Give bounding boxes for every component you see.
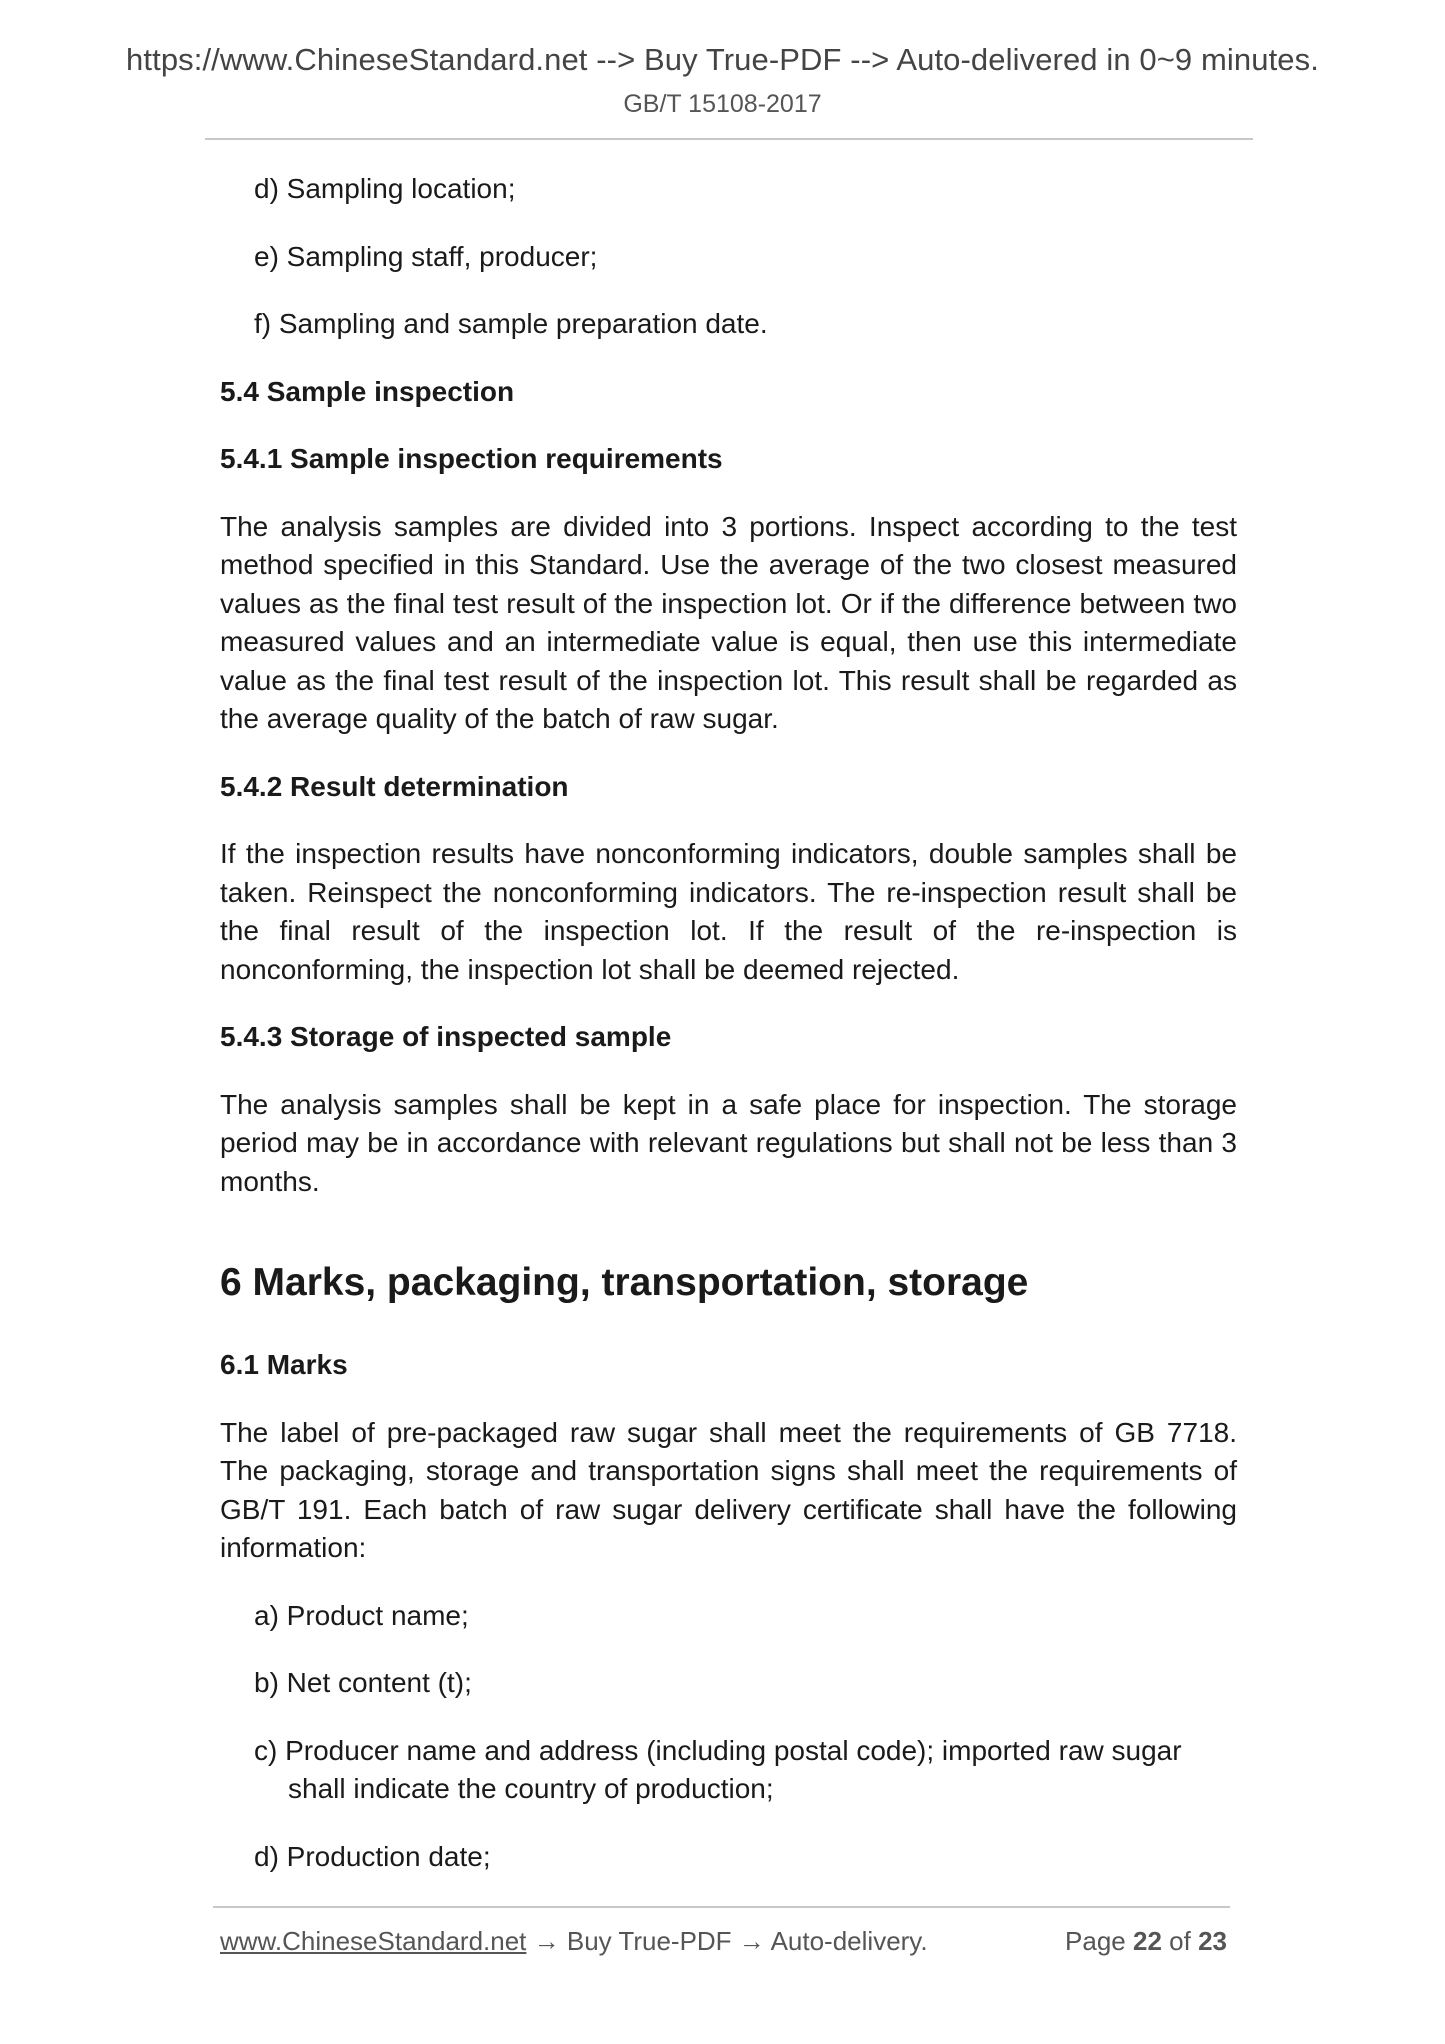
- chapter-heading-6: 6 Marks, packaging, transportation, storage: [220, 1261, 1029, 1304]
- paragraph-6-1: The label of pre-packaged raw sugar shall meet the requirements of GB 7718. The packaging, storage and transportation signs shall meet the requirements of GB/T 191. Each batch of raw sugar delivery certificate shall have the following information:: [220, 1416, 1237, 1563]
- page-label: Page: [1065, 1926, 1126, 1956]
- header-divider: [205, 138, 1253, 140]
- site-banner: https://www.ChineseStandard.net --> Buy True-PDF --> Auto-delivered in 0~9 minutes.: [126, 42, 1319, 77]
- standard-code: GB/T 15108-2017: [623, 90, 822, 118]
- paragraph-5-4-1: The analysis samples are divided into 3 portions. Inspect according to the test method specified in this Standard. Use the average of the two closest measured values as the final test result of the inspection lot. Or if the difference between two measured values and an intermediate value is equal, then use this intermediate value as the final test result of the inspection lot. This result shall be regarded as the average quality of the batch of raw sugar.: [220, 510, 1237, 734]
- list-item: b) Net content (t);: [254, 1667, 472, 1698]
- footer-divider: [213, 1906, 1230, 1908]
- footer-tagline: → Buy True-PDF → Auto-delivery.: [526, 1926, 928, 1956]
- section-heading-5-4-3: 5.4.3 Storage of inspected sample: [220, 1021, 672, 1052]
- total-pages: 23: [1198, 1926, 1227, 1956]
- list-item: a) Product name;: [254, 1599, 469, 1631]
- section-heading-5-4-1: 5.4.1 Sample inspection requirements: [220, 443, 723, 474]
- section-heading-6-1: 6.1 Marks: [220, 1349, 348, 1380]
- list-item: f) Sampling and sample preparation date.: [254, 308, 768, 339]
- section-heading-5-4-2: 5.4.2 Result determination: [220, 770, 569, 802]
- site-link[interactable]: www.ChineseStandard.net: [220, 1926, 527, 1956]
- section-heading-5-4: 5.4 Sample inspection: [220, 375, 515, 407]
- paragraph-5-4-3: The analysis samples shall be kept in a safe place for inspection. The storage period may be in accordance with relevant regulations but shall not be less than 3 months.: [220, 1088, 1237, 1197]
- list-item: e) Sampling staff, producer;: [254, 240, 598, 272]
- page-number: [1065, 1926, 1227, 1957]
- of-label: of: [1169, 1926, 1191, 1956]
- list-item: d) Production date;: [254, 1840, 491, 1872]
- page-footer: [220, 1926, 1227, 1957]
- page-content: [220, 170, 1237, 1905]
- list-item: c) Producer name and address (including postal code); imported raw sugar shall indicate the country of production;: [254, 1734, 1182, 1804]
- list-item: d) Sampling location;: [254, 173, 516, 204]
- paragraph-5-4-2: If the inspection results have nonconforming indicators, double samples shall be taken. Reinspect the nonconforming indicators. The re-inspection result shall be the final result of the inspection lot. If the result of the re-inspection is nonconforming, the inspection lot shall be deemed rejected.: [220, 838, 1237, 985]
- current-page: 22: [1133, 1926, 1162, 1956]
